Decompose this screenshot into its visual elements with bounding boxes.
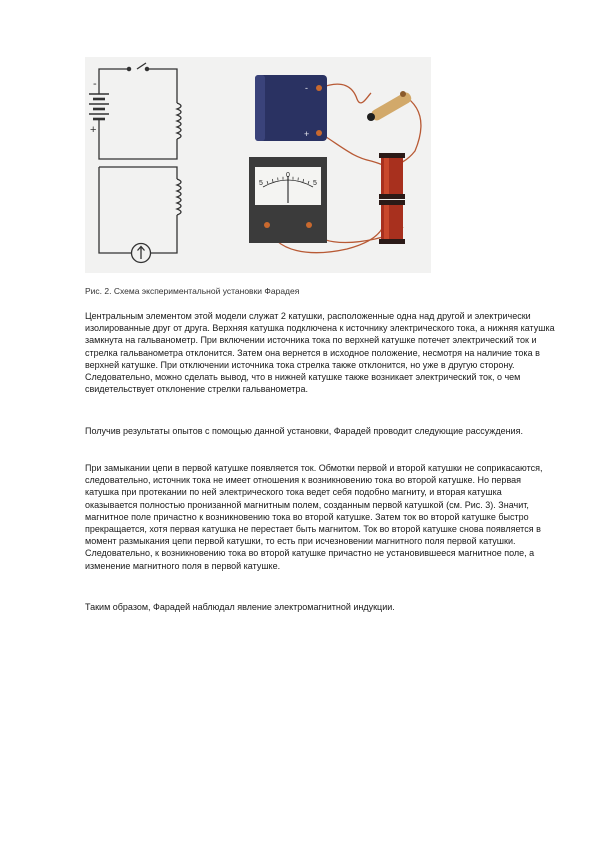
lower-coil-bottom-flange — [379, 239, 405, 244]
paragraph-conclusion: Таким образом, Фарадей наблюдал явление электромагнитной индукции. — [85, 602, 395, 612]
galvanometer-left-terminal — [264, 222, 270, 228]
schematic-plus-label: + — [90, 124, 97, 136]
figure-caption: Рис. 2. Схема экспериментальной установки Фарадея — [85, 286, 300, 296]
battery-plus-label: + — [304, 129, 310, 139]
paragraph-faraday-reasoning-intro: Получив результаты опытов с помощью данной установки, Фарадей проводит следующие рассуждения. — [85, 426, 523, 436]
battery-plus-terminal — [316, 130, 322, 136]
switch-contact — [400, 91, 406, 97]
battery — [255, 75, 327, 141]
battery-body — [255, 75, 327, 141]
faraday-setup-figure — [85, 57, 431, 273]
figure-illustration — [85, 57, 431, 273]
schematic-minus-label: - — [93, 78, 97, 90]
galvanometer-zero-label: 0 — [286, 172, 290, 179]
lower-coil-top-flange — [379, 200, 405, 205]
galvanometer-right-terminal — [306, 222, 312, 228]
battery-side-highlight — [255, 75, 265, 141]
galvanometer-right-label: 5 — [313, 180, 317, 187]
galvanometer-left-label: 5 — [259, 180, 263, 187]
paragraph-setup-description: Центральным элементом этой модели служат 2 катушки, расположенные одна над другой и электрически изолированные друг от друга. Верхняя катушка подключена к источнику электрического тока, а нижняя катушка замкнута на гальванометр. При включении источника тока по верхней катушке потечет электрический ток и стрелка гальванометра отклонится. Затем она вернется в исходное положение, несмотря на наличие тока в верхней катушке. При отключении источника тока стрелка также отклонится, но уже в другую сторону. Следовательно, можно сделать вывод, что в нижней катушке также возникает электрический ток, о чем свидетельствует отклонение стрелки гальванометра. — [85, 311, 555, 395]
switch-pivot — [367, 113, 375, 121]
upper-coil-highlight — [384, 158, 389, 194]
lower-coil-highlight — [384, 205, 389, 239]
paragraph-induction-explanation: При замыкании цепи в первой катушке появляется ток. Обмотки первой и второй катушки не соприкасаются, следовательно, источник тока не имеет отношения к возникновению тока во второй катушке. Но первая катушка при протекании по ней электрического тока ведет себя подобно магниту, и вторая катушка оказывается полностью пронизанной магнитным полем, созданным первой катушкой (см. Рис. 3). Значит, магнитное поле причастно к возникновению тока во второй катушке. Затем ток во второй катушке быстро прекращается, хотя первая катушка не перестает быть магнитом. Ток во второй катушке снова появляется в момент размыкания цепи первой катушки, то есть при исчезновении магнитного поля первой катушки. Следовательно, к возникновению тока во второй катушке причастно не установившееся магнитное поле, а изменение магнитного поля в первой катушке. — [85, 463, 543, 571]
upper-coil-top-flange — [379, 153, 405, 158]
battery-minus-label: - — [305, 83, 308, 93]
galvanometer — [249, 157, 327, 243]
lower-coil — [379, 200, 405, 244]
battery-minus-terminal — [316, 85, 322, 91]
switch-contact-left — [127, 67, 130, 70]
upper-coil — [379, 153, 405, 199]
upper-coil-bottom-flange — [379, 194, 405, 199]
